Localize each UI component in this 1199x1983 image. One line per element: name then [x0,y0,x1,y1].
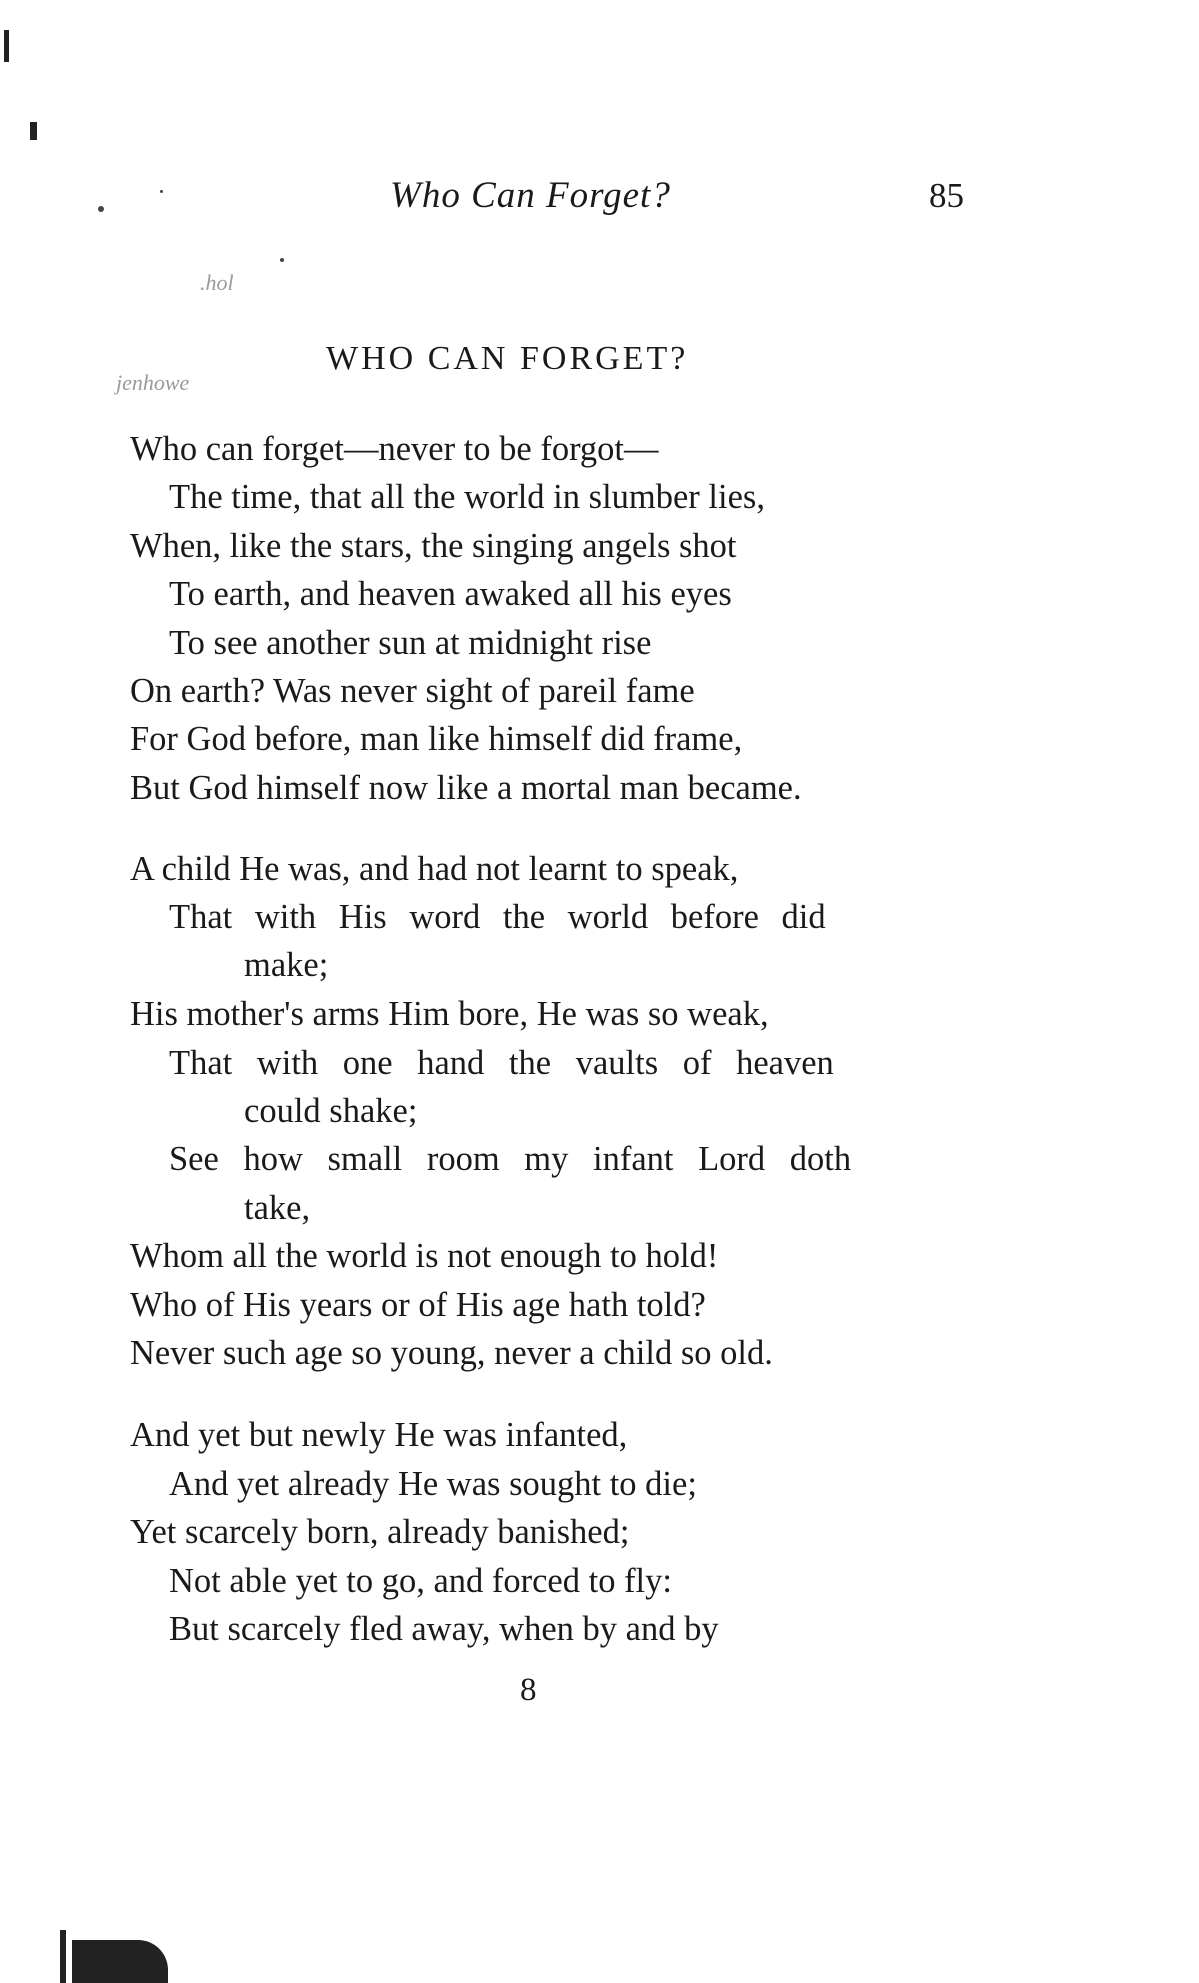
poem-line: Never such age so young, never a child so old. [130,1334,773,1372]
poem-line: And yet already He was sought to die; [169,1465,697,1503]
speck [160,190,163,193]
poem-line: Not able yet to go, and forced to fly: [169,1562,672,1600]
poem-line: And yet but newly He was infanted, [130,1416,628,1454]
poem-line: could shake; [244,1092,418,1130]
poem-line: Who of His years or of His age hath told? [130,1286,706,1324]
poem-line: To see another sun at midnight rise [169,624,652,662]
poem-line: See how small room my infant Lord doth [169,1140,852,1178]
scan-blot-bottom [72,1940,168,1983]
poem-line: make; [244,946,329,984]
poem-line: That with His word the world before did [169,898,826,936]
poem-line: His mother's arms Him bore, He was so weak, [130,995,769,1033]
poem-line: On earth? Was never sight of pareil fame [130,672,695,710]
speck [98,206,104,212]
bleed-through-text-2: jenhowe [116,370,190,395]
poem-line: A child He was, and had not learnt to speak, [130,850,739,888]
speck [280,258,284,262]
poem-line: The time, that all the world in slumber lies, [169,478,765,516]
scan-edge-mark-bottom [60,1930,66,1983]
poem-line: take, [244,1189,311,1227]
scan-edge-mark-top [4,30,9,62]
running-title: Who Can Forget? [390,175,671,216]
poem-line: When, like the stars, the singing angels shot [130,527,737,565]
poem-line: For God before, man like himself did frame, [130,720,743,758]
poem-title: WHO CAN FORGET? [326,340,689,377]
poem-line: But God himself now like a mortal man became. [130,769,802,807]
poem-line: To earth, and heaven awaked all his eyes [169,575,732,613]
poem-line: That with one hand the vaults of heaven [169,1044,834,1082]
scan-edge-mark [30,122,37,140]
poem-line: Yet scarcely born, already banished; [130,1513,630,1551]
signature-mark: 8 [520,1672,537,1708]
poem-line: But scarcely fled away, when by and by [169,1610,719,1648]
poem-line: Who can forget—never to be forgot— [130,430,659,468]
poem-line: Whom all the world is not enough to hold! [130,1237,719,1275]
bleed-through-text-1: .hol [200,270,234,295]
page-number: 85 [929,176,964,215]
